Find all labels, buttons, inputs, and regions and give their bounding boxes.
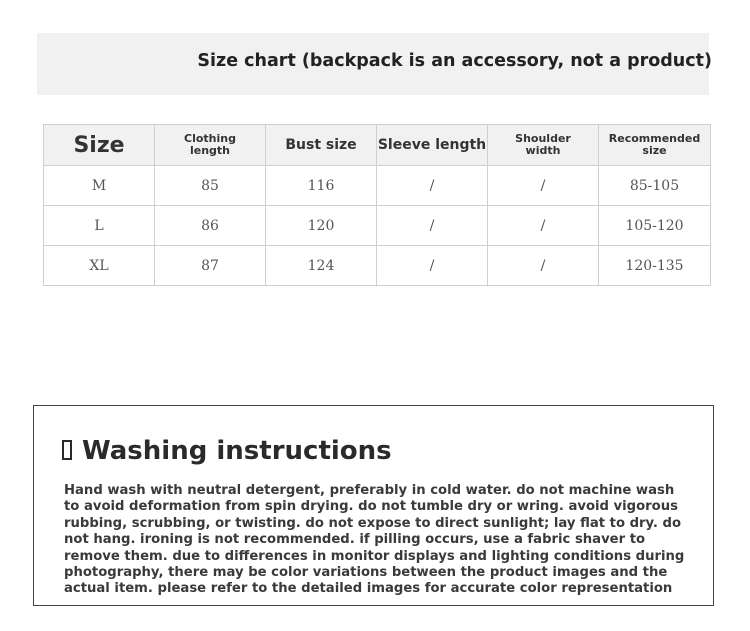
header-clothing-length: [155, 125, 266, 166]
cell-shoulder-width: /: [488, 166, 599, 206]
washing-line: Hand wash with neutral detergent, preferably in cold water. do not machine wash: [64, 483, 675, 498]
washing-line: rubbing, scrubbing, or twisting. do not expose to direct sunlight; lay flat to dry. do: [64, 515, 682, 531]
cell-shoulder-width: /: [488, 206, 599, 246]
cell-bust-size: 124: [266, 246, 377, 286]
cell-size: L: [44, 206, 155, 246]
washing-instructions-text: [64, 483, 694, 598]
title-banner: [37, 33, 712, 95]
cell-clothing-length: 85: [155, 166, 266, 206]
cell-recommended-size: 85-105: [599, 166, 711, 206]
washing-line: photography, there may be color variations between the product images and the: [64, 565, 668, 581]
header-shoulder-width: [488, 125, 599, 166]
cell-bust-size: 120: [266, 206, 377, 246]
header-size: Size: [44, 125, 155, 166]
size-table: [43, 124, 711, 286]
table-row: [44, 246, 711, 286]
washing-line: not hang. ironing is not recommended. if pilling occurs, use a fabric shaver to: [64, 532, 646, 548]
placeholder-glyph-icon: [62, 440, 72, 460]
header-recommended-size-text: Recommended size: [608, 132, 701, 157]
washing-line: to avoid deformation from spin drying. do not tumble dry or wring. avoid vigorous: [64, 499, 678, 515]
table-row: [44, 206, 711, 246]
table-row: [44, 166, 711, 206]
cell-shoulder-width: /: [488, 246, 599, 286]
cell-sleeve-length: /: [377, 246, 488, 286]
cell-clothing-length: 87: [155, 246, 266, 286]
header-sleeve-length: Sleeve length: [377, 125, 488, 166]
washing-instructions-heading: [62, 436, 392, 466]
cell-recommended-size: 105-120: [599, 206, 711, 246]
washing-line: remove them. due to differences in monitor displays and lighting conditions during: [64, 548, 685, 564]
header-shoulder-width-text: Shoulder width: [515, 132, 571, 157]
header-bust-size: Bust size: [266, 125, 377, 166]
header-recommended-size: [599, 125, 711, 166]
washing-instructions-box: [33, 405, 714, 606]
size-table-header-row: [44, 125, 711, 166]
cell-sleeve-length: /: [377, 166, 488, 206]
washing-instructions-title: Washing instructions: [82, 436, 392, 466]
header-clothing-length-text: Clothing length: [184, 132, 236, 157]
cell-bust-size: 116: [266, 166, 377, 206]
cell-sleeve-length: /: [377, 206, 488, 246]
cell-recommended-size: 120-135: [599, 246, 711, 286]
cell-clothing-length: 86: [155, 206, 266, 246]
cell-size: M: [44, 166, 155, 206]
washing-line: actual item. please refer to the detailed images for accurate color representation: [64, 581, 673, 597]
cell-size: XL: [44, 246, 155, 286]
size-chart-title: Size chart (backpack is an accessory, not a product): [197, 51, 712, 71]
